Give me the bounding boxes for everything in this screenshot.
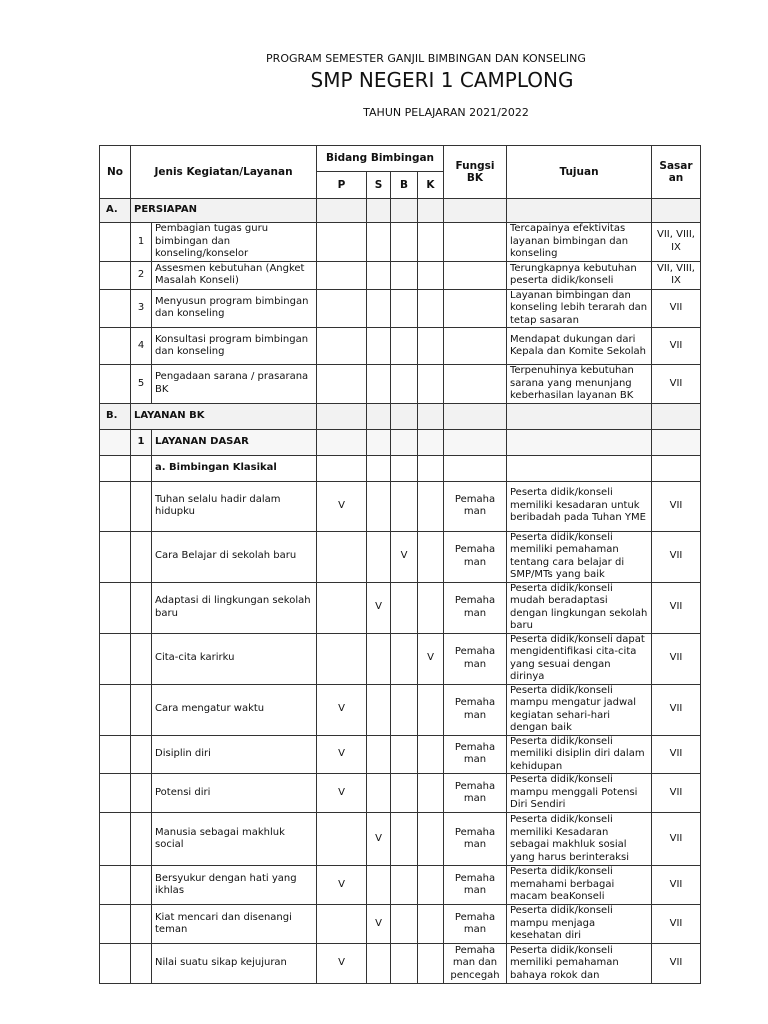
fungsi-cell: Pemaha man: [444, 735, 507, 774]
bidang-b-cell: V: [391, 531, 418, 582]
tujuan-cell: Peserta didik/konseli mampu menggali Potensi Diri Sendiri: [507, 774, 652, 813]
bidang-p-cell: [317, 905, 367, 944]
empty-cell: [100, 261, 131, 289]
bidang-cell: [391, 365, 418, 404]
bidang-b-cell: [391, 633, 418, 684]
sasaran-cell: VII: [652, 582, 701, 633]
table-row: [100, 735, 701, 774]
bidang-s-cell: [367, 944, 391, 984]
empty-cell: [100, 866, 131, 905]
bidang-s-cell: [367, 735, 391, 774]
bidang-cell: [367, 223, 391, 262]
tujuan-cell: Terpenuhinya kebutuhan sarana yang menunjang keberhasilan layanan BK: [507, 365, 652, 404]
bidang-cell: [391, 261, 418, 289]
empty-cell: [131, 531, 152, 582]
sasaran-cell: VII: [652, 944, 701, 984]
bidang-k-cell: [418, 905, 444, 944]
sasaran-cell: VII: [652, 684, 701, 735]
bidang-k-cell: V: [418, 633, 444, 684]
bidang-p-cell: [317, 531, 367, 582]
empty-cell: [131, 582, 152, 633]
bidang-p-cell: V: [317, 944, 367, 984]
activity-cell: Pengadaan sarana / prasarana BK: [152, 365, 317, 404]
bidang-cell: [367, 365, 391, 404]
row-number: 1: [131, 223, 152, 262]
table-row: [100, 684, 701, 735]
bidang-k-cell: [418, 866, 444, 905]
bidang-cell: [367, 328, 391, 365]
tujuan-cell: Peserta didik/konseli mampu mengatur jadwal kegiatan sehari-hari dengan baik: [507, 684, 652, 735]
activity-cell: Cara mengatur waktu: [152, 684, 317, 735]
bidang-cell: [418, 261, 444, 289]
bidang-s-cell: V: [367, 905, 391, 944]
bidang-p-cell: [317, 582, 367, 633]
activity-cell: Kiat mencari dan disenangi teman: [152, 905, 317, 944]
empty-cell: [100, 684, 131, 735]
empty-cell: [131, 944, 152, 984]
bidang-s-cell: [367, 633, 391, 684]
fungsi-cell: Pemaha man: [444, 481, 507, 531]
subsection-label: LAYANAN DASAR: [152, 429, 317, 455]
section-row-persiapan: [100, 199, 701, 223]
fungsi-cell: [444, 261, 507, 289]
sasaran-cell: VII: [652, 735, 701, 774]
bidang-p-cell: V: [317, 481, 367, 531]
activity-cell: Manusia sebagai makhluk social: [152, 813, 317, 866]
tujuan-cell: Peserta didik/konseli mudah beradaptasi dengan lingkungan sekolah baru: [507, 582, 652, 633]
empty-cell: [131, 735, 152, 774]
table-row: [100, 365, 701, 404]
bidang-s-cell: [367, 481, 391, 531]
sasaran-cell: VII: [652, 481, 701, 531]
bidang-k-cell: [418, 481, 444, 531]
empty-cell: [131, 905, 152, 944]
sasaran-cell: VII: [652, 531, 701, 582]
activity-cell: Bersyukur dengan hati yang ikhlas: [152, 866, 317, 905]
bidang-cell: [418, 289, 444, 328]
row-number: 4: [131, 328, 152, 365]
tujuan-cell: Peserta didik/konseli memiliki kesadaran untuk beribadah pada Tuhan YME: [507, 481, 652, 531]
bidang-s-cell: [367, 774, 391, 813]
sasaran-cell: VII: [652, 365, 701, 404]
section-number: A.: [100, 199, 131, 223]
bidang-b-cell: [391, 774, 418, 813]
bidang-k-cell: [418, 813, 444, 866]
bidang-s-cell: [367, 866, 391, 905]
col-p: P: [317, 172, 367, 199]
fungsi-cell: Pemaha man: [444, 905, 507, 944]
table-row: [100, 633, 701, 684]
subsection-number: 1: [131, 429, 152, 455]
bidang-b-cell: [391, 813, 418, 866]
fungsi-cell: [444, 365, 507, 404]
col-jenis: Jenis Kegiatan/Layanan: [131, 146, 317, 199]
tujuan-cell: Peserta didik/konseli memiliki pemahaman tentang cara belajar di SMP/MTs yang baik: [507, 531, 652, 582]
activity-cell: Menyusun program bimbingan dan konseling: [152, 289, 317, 328]
sasaran-cell: VII, VIII, IX: [652, 223, 701, 262]
activity-cell: Nilai suatu sikap kejujuran: [152, 944, 317, 984]
empty-cell: [131, 633, 152, 684]
activity-cell: Cita-cita karirku: [152, 633, 317, 684]
empty-cell: [100, 633, 131, 684]
table-row: [100, 289, 701, 328]
bidang-b-cell: [391, 481, 418, 531]
section-number: B.: [100, 403, 131, 429]
sasaran-cell: VII, VIII, IX: [652, 261, 701, 289]
col-tujuan: Tujuan: [507, 146, 652, 199]
bidang-cell: [317, 261, 367, 289]
fungsi-cell: Pemaha man: [444, 633, 507, 684]
empty-cell: [100, 905, 131, 944]
col-s: S: [367, 172, 391, 199]
table-row: [100, 223, 701, 262]
sasaran-cell: VII: [652, 633, 701, 684]
bidang-p-cell: V: [317, 866, 367, 905]
bidang-cell: [391, 328, 418, 365]
bidang-p-cell: V: [317, 735, 367, 774]
fungsi-cell: Pemaha man: [444, 531, 507, 582]
bidang-k-cell: [418, 582, 444, 633]
fungsi-cell: Pemaha man dan pencegah: [444, 944, 507, 984]
activity-cell: Assesmen kebutuhan (Angket Masalah Konseli): [152, 261, 317, 289]
bidang-k-cell: [418, 531, 444, 582]
fungsi-cell: [444, 223, 507, 262]
col-k: K: [418, 172, 444, 199]
activity-cell: Pembagian tugas guru bimbingan dan konseling/konselor: [152, 223, 317, 262]
bidang-cell: [418, 223, 444, 262]
bidang-s-cell: V: [367, 582, 391, 633]
empty-cell: [131, 813, 152, 866]
col-no: No: [100, 146, 131, 199]
empty-cell: [100, 223, 131, 262]
bidang-k-cell: [418, 944, 444, 984]
section-label: LAYANAN BK: [131, 403, 317, 429]
activity-cell: Disiplin diri: [152, 735, 317, 774]
subsection-label: a. Bimbingan Klasikal: [152, 455, 317, 481]
bidang-k-cell: [418, 735, 444, 774]
empty-cell: [100, 944, 131, 984]
school-name: SMP NEGERI 1 CAMPLONG: [310, 68, 574, 92]
empty-cell: [131, 774, 152, 813]
table-row: [100, 481, 701, 531]
sasaran-cell: VII: [652, 774, 701, 813]
bidang-s-cell: V: [367, 813, 391, 866]
tujuan-cell: Peserta didik/konseli memahami berbagai macam beaKonseli: [507, 866, 652, 905]
bidang-cell: [391, 289, 418, 328]
bidang-p-cell: V: [317, 684, 367, 735]
empty-cell: [100, 774, 131, 813]
bidang-cell: [317, 289, 367, 328]
sasaran-cell: VII: [652, 905, 701, 944]
bidang-cell: [317, 223, 367, 262]
tujuan-cell: Tercapainya efektivitas layanan bimbingan dan konseling: [507, 223, 652, 262]
tujuan-cell: Peserta didik/konseli dapat mengidentifikasi cita-cita yang sesuai dengan dirinya: [507, 633, 652, 684]
empty-cell: [100, 813, 131, 866]
empty-cell: [100, 735, 131, 774]
tujuan-cell: Peserta didik/konseli memiliki Kesadaran sebagai makhluk sosial yang harus berinteraksi: [507, 813, 652, 866]
bidang-cell: [418, 328, 444, 365]
empty-cell: [100, 481, 131, 531]
activity-cell: Tuhan selalu hadir dalam hidupku: [152, 481, 317, 531]
tujuan-cell: Peserta didik/konseli mampu menjaga kesehatan diri: [507, 905, 652, 944]
table-row: [100, 905, 701, 944]
empty-cell: [100, 531, 131, 582]
bidang-k-cell: [418, 774, 444, 813]
activity-cell: Adaptasi di lingkungan sekolah baru: [152, 582, 317, 633]
activity-cell: Potensi diri: [152, 774, 317, 813]
table-row: [100, 813, 701, 866]
fungsi-cell: Pemaha man: [444, 866, 507, 905]
empty-cell: [100, 582, 131, 633]
tujuan-cell: Layanan bimbingan dan konseling lebih terarah dan tetap sasaran: [507, 289, 652, 328]
fungsi-cell: [444, 328, 507, 365]
section-row-layanan: [100, 403, 701, 429]
bidang-cell: [317, 365, 367, 404]
table-row: [100, 582, 701, 633]
fungsi-cell: Pemaha man: [444, 582, 507, 633]
col-b: B: [391, 172, 418, 199]
table-row: [100, 944, 701, 984]
sasaran-cell: VII: [652, 328, 701, 365]
bidang-k-cell: [418, 684, 444, 735]
bidang-b-cell: [391, 866, 418, 905]
row-number: 2: [131, 261, 152, 289]
table-row: [100, 866, 701, 905]
bidang-b-cell: [391, 944, 418, 984]
bidang-b-cell: [391, 582, 418, 633]
empty-cell: [100, 365, 131, 404]
fungsi-cell: [444, 289, 507, 328]
row-number: 5: [131, 365, 152, 404]
row-number: 3: [131, 289, 152, 328]
empty-cell: [131, 481, 152, 531]
bidang-cell: [317, 328, 367, 365]
sasaran-cell: VII: [652, 813, 701, 866]
empty-cell: [131, 866, 152, 905]
bidang-b-cell: [391, 684, 418, 735]
program-table: [99, 145, 701, 984]
bidang-cell: [367, 261, 391, 289]
table-row: [100, 328, 701, 365]
subsection-row-klasikal: [100, 455, 701, 481]
sasaran-cell: VII: [652, 866, 701, 905]
activity-cell: Konsultasi program bimbingan dan konseling: [152, 328, 317, 365]
tujuan-cell: Peserta didik/konseli memiliki pemahaman bahaya rokok dan: [507, 944, 652, 984]
fungsi-cell: Pemaha man: [444, 684, 507, 735]
bidang-b-cell: [391, 905, 418, 944]
bidang-p-cell: [317, 813, 367, 866]
bidang-p-cell: [317, 633, 367, 684]
col-fungsi: Fungsi BK: [444, 146, 507, 199]
table-row: [100, 774, 701, 813]
tujuan-cell: Peserta didik/konseli memiliki disiplin diri dalam kehidupan: [507, 735, 652, 774]
bidang-cell: [391, 223, 418, 262]
tujuan-cell: Terungkapnya kebutuhan peserta didik/konseli: [507, 261, 652, 289]
section-label: PERSIAPAN: [131, 199, 317, 223]
bidang-s-cell: [367, 684, 391, 735]
table-row: [100, 261, 701, 289]
subsection-row-layanan-dasar: [100, 429, 701, 455]
bidang-p-cell: V: [317, 774, 367, 813]
col-sasaran: Sasar an: [652, 146, 701, 199]
table-row: [100, 531, 701, 582]
fungsi-cell: Pemaha man: [444, 813, 507, 866]
empty-cell: [100, 328, 131, 365]
empty-cell: [100, 289, 131, 328]
bidang-b-cell: [391, 735, 418, 774]
tujuan-cell: Mendapat dukungan dari Kepala dan Komite Sekolah: [507, 328, 652, 365]
bidang-cell: [418, 365, 444, 404]
col-bidang: Bidang Bimbingan: [317, 146, 444, 172]
activity-cell: Cara Belajar di sekolah baru: [152, 531, 317, 582]
bidang-cell: [367, 289, 391, 328]
empty-cell: [131, 684, 152, 735]
program-title: PROGRAM SEMESTER GANJIL BIMBINGAN DAN KONSELING: [266, 52, 586, 65]
sasaran-cell: VII: [652, 289, 701, 328]
academic-year: TAHUN PELAJARAN 2021/2022: [363, 106, 529, 119]
bidang-s-cell: [367, 531, 391, 582]
fungsi-cell: Pemaha man: [444, 774, 507, 813]
